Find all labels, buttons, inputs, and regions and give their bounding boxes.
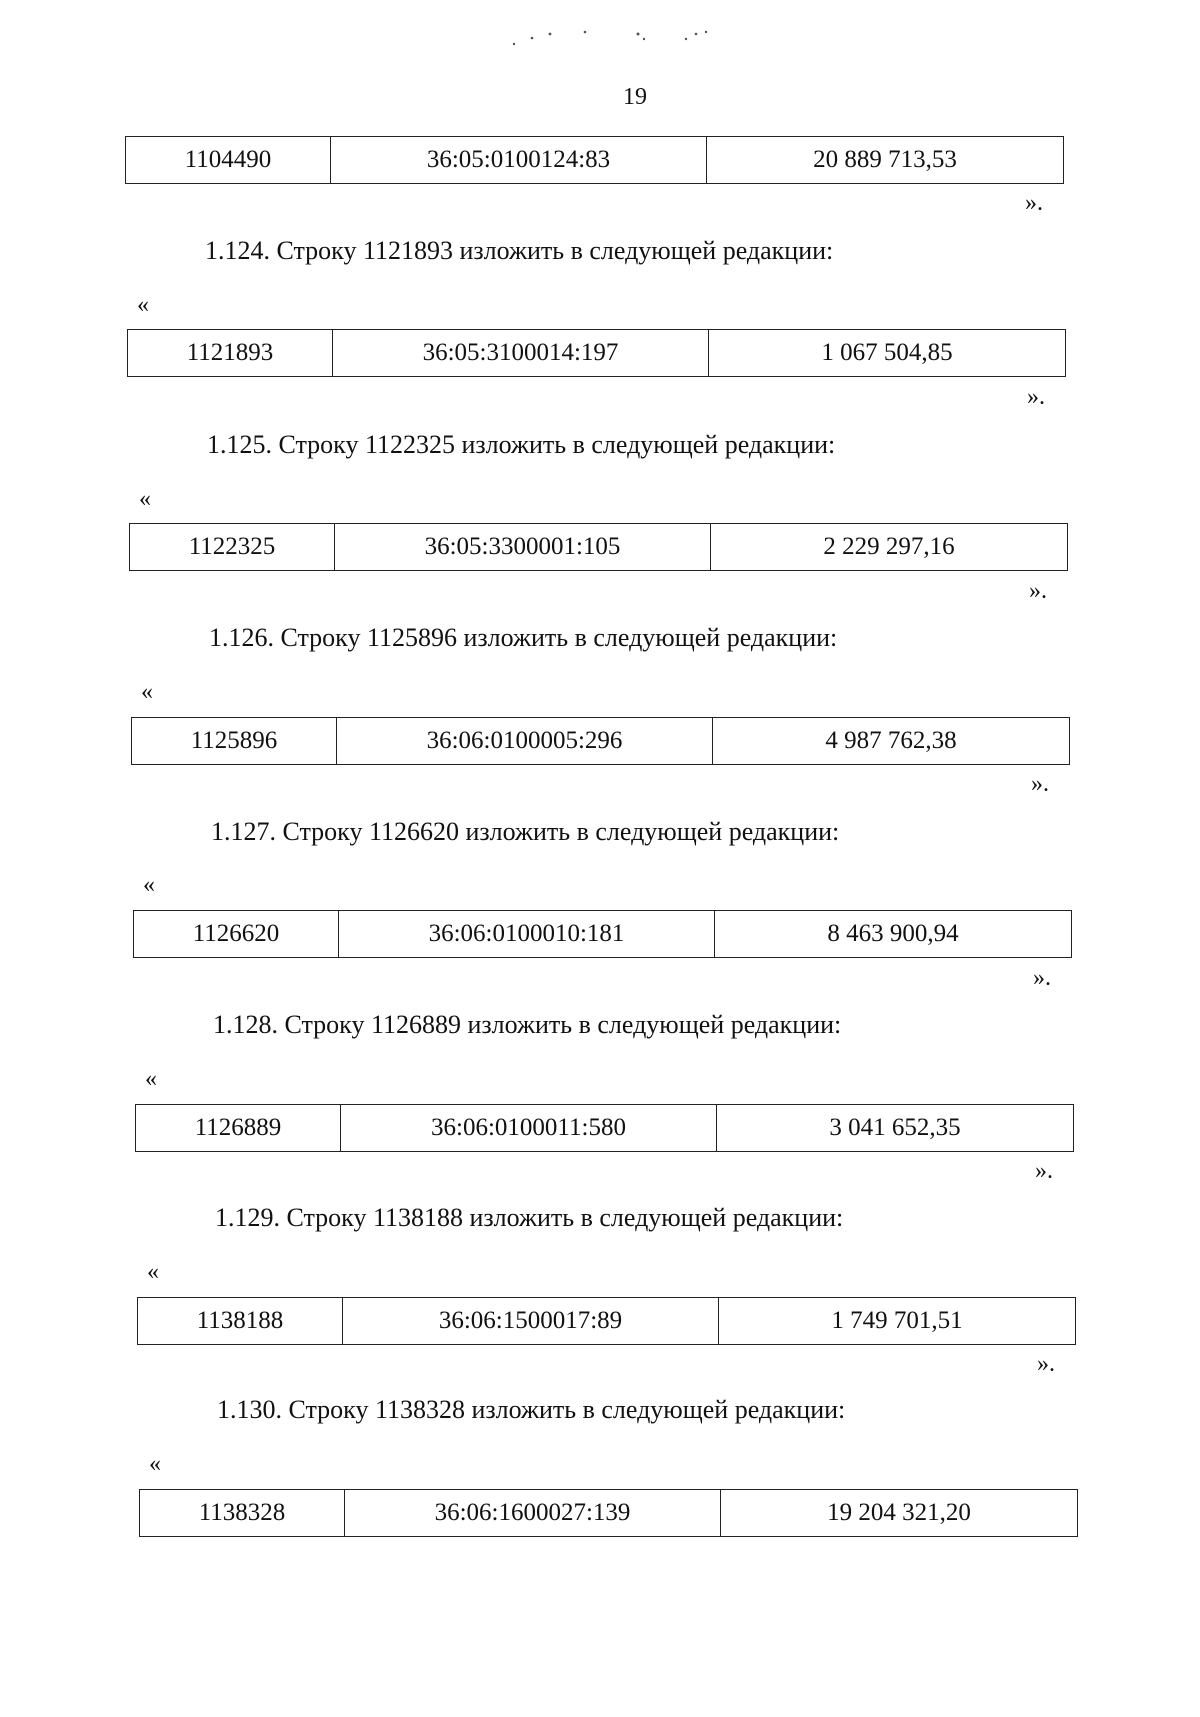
row-value: 2 229 297,16 [711,524,1068,571]
replacement-row-table [139,1489,1078,1537]
row-id: 1121893 [128,330,333,377]
row-cadastral-number: 36:06:0100010:181 [339,911,715,958]
replacement-row-table [133,910,1072,958]
row-cadastral-number: 36:06:1500017:89 [343,1298,719,1345]
row-id: 1126889 [136,1105,341,1152]
row-value: 4 987 762,38 [713,718,1070,765]
top-row-table [125,136,1064,184]
replacement-row-table [127,329,1066,377]
row-value: 8 463 900,94 [715,911,1072,958]
table-row [132,718,1070,765]
opening-quote: « [147,1259,159,1285]
row-value: 1 749 701,51 [719,1298,1076,1345]
row-cadastral-number: 36:06:1600027:139 [345,1490,721,1537]
row-id: 1104490 [126,137,331,184]
row-id: 1125896 [132,718,337,765]
instruction-text: 1.124. Строку 1121893 изложить в следующей редакции: [205,236,834,265]
opening-quote: « [149,1451,161,1477]
replacement-row-table [129,523,1068,571]
closing-quote: ». [1029,578,1047,604]
closing-quote: ». [1027,384,1045,410]
row-value: 20 889 713,53 [707,137,1064,184]
row-cadastral-number: 36:05:0100124:83 [331,137,707,184]
closing-quote: ». [1031,771,1049,797]
table-row [130,524,1068,571]
instruction-text: 1.128. Строку 1126889 изложить в следующей редакции: [213,1010,842,1039]
replacement-row-table [131,717,1070,765]
instruction-text: 1.125. Строку 1122325 изложить в следующей редакции: [207,430,836,459]
instruction-text: 1.126. Строку 1125896 изложить в следующей редакции: [209,623,838,652]
row-cadastral-number: 36:06:0100011:580 [341,1105,717,1152]
instruction-text: 1.129. Строку 1138188 изложить в следующей редакции: [215,1203,844,1232]
row-id: 1126620 [134,911,339,958]
replacement-row-table [137,1297,1076,1345]
row-id: 1138328 [140,1490,345,1537]
row-value: 19 204 321,20 [721,1490,1078,1537]
table-row [140,1490,1078,1537]
table-row [126,137,1064,184]
closing-quote: ». [1033,965,1051,991]
opening-quote: « [139,486,151,512]
instruction-text: 1.130. Строку 1138328 изложить в следующей редакции: [217,1395,846,1424]
instruction-text: 1.127. Строку 1126620 изложить в следующей редакции: [211,817,840,846]
row-value: 1 067 504,85 [709,330,1066,377]
row-cadastral-number: 36:06:0100005:296 [337,718,713,765]
table-row [136,1105,1074,1152]
table-row [128,330,1066,377]
table-row [138,1298,1076,1345]
opening-quote: « [143,872,155,898]
row-cadastral-number: 36:05:3300001:105 [335,524,711,571]
replacement-row-table [135,1104,1074,1152]
closing-quote: ». [1025,190,1043,216]
row-id: 1138188 [138,1298,343,1345]
opening-quote: « [145,1066,157,1092]
opening-quote: « [141,679,153,705]
table-row [134,911,1072,958]
page-number: 19 [623,84,647,110]
scan-specks [510,22,740,52]
row-value: 3 041 652,35 [717,1105,1074,1152]
row-id: 1122325 [130,524,335,571]
opening-quote: « [137,292,149,318]
closing-quote: ». [1037,1351,1055,1377]
row-cadastral-number: 36:05:3100014:197 [333,330,709,377]
closing-quote: ». [1035,1158,1053,1184]
